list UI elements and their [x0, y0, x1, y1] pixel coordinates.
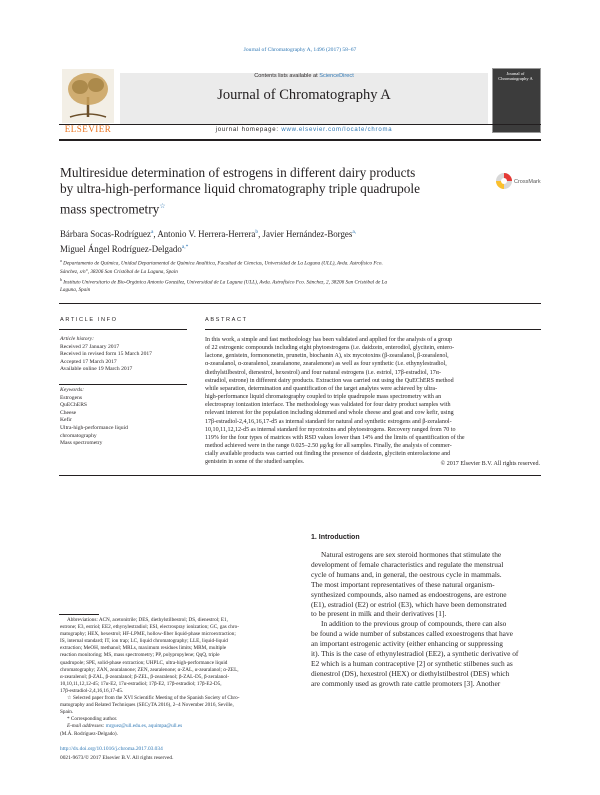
- contents-line: [120, 73, 488, 79]
- title-line-2: by ultra-high-performance liquid chromatography triple quadrupole: [60, 181, 421, 197]
- footnote-rule: [59, 614, 99, 615]
- elsevier-tree-logo: [60, 67, 116, 127]
- journal-homepage: [120, 127, 488, 133]
- footnotes: Abbreviations: ACN, acetonitrile; DES, diethylstilbestrol; DS, dienestrol; E1, estrone; E3, estriol; EE2, ethynylestradiol; ESI, electrospray ionization; GC, gas chro- matography; HEX, hexestrol; HF-LPME, hollow-fiber liquid-phase microextraction; IS, internal standard; IT, ion trap; LC, liquid chromatography; LLE, liquid-liquid extraction; MeOH, methanol; MRLs, maximum residues limits; MRM, multiple reaction monitoring; MS, mass spectrometry; PP, polypropylene; QqQ, triple quadrupole; SPE, solid-phase extraction; UHPLC, ultra-high-performance liquid chromatography; ZAN, zearalanone; ZEN, zearalenone; α-ZAL, α-zearalanol; α-ZEL, α-zearalenol; β-ZAL, β-zearalanol; β-ZEL, β-zearalenol; β-ZAL-D5, β-zeralanol- 10,10,11,12,12-d5; 17α-E2, 17α-estradiol; 17β-E2, 17β-estradiol; 17β-E2-D5, 17β-estradiol-2,4,16,16,17-d5. ☆ Selected paper from the XVI Scientific Meeting of the Spanish Society of Chro- matography and Related Techniques (SECyTA 2016), 2–4 November 2016, Seville, Spain. * Corresponding author. E-mail addresses: mrguez@ull.edu.es, aquimpa@ull.es (M.Á. Rodríguez-Delgado).: [60, 617, 291, 738]
- email-owner: (M.Á. Rodríguez-Delgado).: [60, 730, 118, 737]
- sciencedirect-link[interactable]: ScienceDirect: [319, 73, 354, 79]
- author-name[interactable]: , Javier Hernández-Borges: [258, 228, 353, 239]
- masthead-thick-rule: [59, 139, 541, 141]
- title-line-1: Multiresidue determination of estrogens in different dairy products: [60, 165, 416, 180]
- publisher-wordmark: ELSEVIER: [64, 124, 112, 134]
- history-item: Received in revised form 15 March 2017: [60, 351, 152, 358]
- abstract-text: In this work, a simple and fast methodology has been validated and applied for the analysis of a group of 22 estrogenic compounds including eight phytoestrogens (i.e. daidzein, enterodiol, glycitein, entero- lactone, genistein, formononetin, prunetin, biochanin A), six mycotoxins (β-zearalanol, β-zearalenol, α-zearalanol, α-zearalenol, zearalanone, zearalenone) as well as four synthetic (i.e. ethynylestradiol, diethylstilbestrol, dienestrol, hexestrol) and four natural estrogens (i.e. estriol, 17β-estradiol, 17α- estradiol, estrone) in different dairy products. Extraction was carried out using the QuEChERS method while separation, determination and quantification of the target analytes were achieved by ultra- high-performance liquid chromatography coupled to triple quadrupole mass spectrometry with an electrospray ionization interface. The methodology was validated for four dairy product samples with relevant interest for the population including skimmed and whole cheese and goat and cow kefir, using 17β-estradiol-2,4,16,16,17-d5 as internal standard for natural and synthetic estrogens and β-zeralanol- 10,10,11,12,12-d5 as internal standard for mycotoxins and phytoestrogens. Recovery ranged from 70 to 119% for the four types of matrices with RSD values lower than 14% and the limits of quantification of the method achieved were in the range 0.025–2.50 μg/kg for all samples. Finally, the analysis of commer- cially available products was carried out finding the presence of daidzein, glycitein enterolactone and genistein in some of the studied samples.: [205, 337, 465, 466]
- keyword: chromatography: [60, 432, 97, 439]
- journal-citation[interactable]: Journal of Chromatography A, 1496 (2017) 58–67: [243, 47, 357, 53]
- paper-title: [60, 165, 480, 217]
- article-info-rule: [59, 329, 187, 330]
- contents-prefix: Contents lists available at: [254, 73, 320, 79]
- homepage-label: journal homepage:: [215, 127, 282, 133]
- email-links[interactable]: mrguez@ull.edu.es, aquimpa@ull.es: [105, 723, 183, 730]
- masthead-rule: [59, 124, 541, 125]
- crossmark-icon[interactable]: [495, 170, 541, 196]
- corresponding-author-note: * Corresponding author.: [67, 716, 118, 723]
- abstract-heading: ABSTRACT: [205, 317, 248, 323]
- history-item: Available online 19 March 2017: [60, 366, 133, 373]
- introduction-heading: 1. Introduction: [311, 534, 360, 541]
- affiliation-b: Instituto Universitario de Bio-Orgánica Antonio González, Universidad de La Laguna (ULL), Avda. Astrofísico Fco. Sánchez, 2, 38206 San Cristóbal de La: [63, 279, 388, 286]
- keywords: [60, 387, 170, 448]
- svg-text:CrossMark: CrossMark: [514, 179, 541, 185]
- keyword: Estrogens: [60, 394, 83, 401]
- history-item: Accepted 17 March 2017: [60, 358, 117, 365]
- article-history: [60, 336, 170, 374]
- info-top-rule: [59, 303, 541, 304]
- history-rule: [59, 384, 187, 385]
- keyword: Kefir: [60, 417, 72, 424]
- keyword: Cheese: [60, 409, 77, 416]
- author-name[interactable]: Bárbara Socas-Rodríguez: [60, 228, 151, 239]
- article-info-heading: ARTICLE INFO: [60, 317, 118, 323]
- homepage-link[interactable]: www.elsevier.com/locate/chroma: [281, 127, 393, 133]
- author-name[interactable]: , Antonio V. Herrera-Herrera: [153, 228, 256, 239]
- keyword: QuEChERS: [60, 402, 88, 409]
- abstract-copyright: © 2017 Elsevier B.V. All rights reserved.: [440, 461, 540, 467]
- affiliation-a-cont: Sánchez, s/n°, 38206 San Cristóbal de La Laguna, Spain: [60, 268, 178, 275]
- cover-journal-title: Journal of Chromatography A: [498, 71, 533, 81]
- keyword: Mass spectrometry: [60, 440, 103, 447]
- title-line-3: mass spectrometry☆: [60, 201, 166, 217]
- abstract-bottom-rule: [59, 475, 541, 476]
- email-line: E-mail addresses: mrguez@ull.edu.es, aquimpa@ull.es: [67, 723, 183, 730]
- issn-copyright: 0021-9673/© 2017 Elsevier B.V. All rights reserved.: [60, 755, 174, 761]
- history-item: Received 27 January 2017: [60, 343, 120, 350]
- author-name[interactable]: Miguel Ángel Rodríguez-Delgado: [60, 243, 182, 254]
- abstract-rule: [205, 329, 541, 330]
- history-label: Article history:: [60, 336, 95, 342]
- title-footnote-mark[interactable]: ☆: [159, 201, 166, 210]
- keywords-label: Keywords:: [60, 387, 85, 393]
- introduction-text: Natural estrogens are sex steroid hormones that stimulate the development of female characteristics and regulate the menstrual cycle of humans and, in general, the oestrous cycle in mammals. The most important representatives of these natural organism- synthesized compounds, also named as endoestrogens, are estrone (E1), estradiol (E2) or estriol (E3), which have been demonstrated to be present in milk and their derivatives [1]. In addition to the previous group of compounds, there can also be found a wide number of substances called exoestrogens that have an important estrogenic activity (either enhancing or suppressing it). This is the case of ethynylestradiol (EE2), a synthetic derivative of E2 which is a human contraceptive [2] or synthetic stilbenes such as dienestrol (DS), hexestrol (HEX) or diethylstilbestrol (DES) which are commonly used as growth rate cattle promoters [3]. Another: [311, 550, 519, 688]
- keyword: Ultra-high-performance liquid: [60, 424, 128, 431]
- affiliation-a: Departamento de Química, Unidad Departamental de Química Analítica, Facultad de Ciencias, Universidad de La Laguna (ULL), Avda. Astrofísico Fco.: [63, 260, 383, 267]
- doi-link[interactable]: http://dx.doi.org/10.1016/j.chroma.2017.03.034: [60, 746, 163, 752]
- author-list: Bárbara Socas-Rodríguez$^a$, Antonio V. Herrera-Herrera$^b$, Javier Hernández-Borges$^{a,}$ Miguel Ángel Rodríguez-Delgado$^{a,*}$: [60, 228, 357, 254]
- journal-title[interactable]: Journal of Chromatography A: [217, 87, 391, 103]
- affiliation-b-cont: Laguna, Spain: [60, 287, 91, 294]
- affiliations: $^a$ Departamento de Química, Unidad Departamental de Química Analítica, Facultad de Ciencias, Universidad de La Laguna (ULL), Avda. Astrofísico Fco. Sánchez, s/n°, 38206 San Cristóbal de La Laguna, Spain $^b$ Instituto Universitario de Bio-Orgánica Antonio González, Universidad de La Laguna (ULL), Avda. Astrofísico Fco. Sánchez, 2, 38206 San Cristóbal de La Laguna, Spain: [60, 258, 388, 294]
